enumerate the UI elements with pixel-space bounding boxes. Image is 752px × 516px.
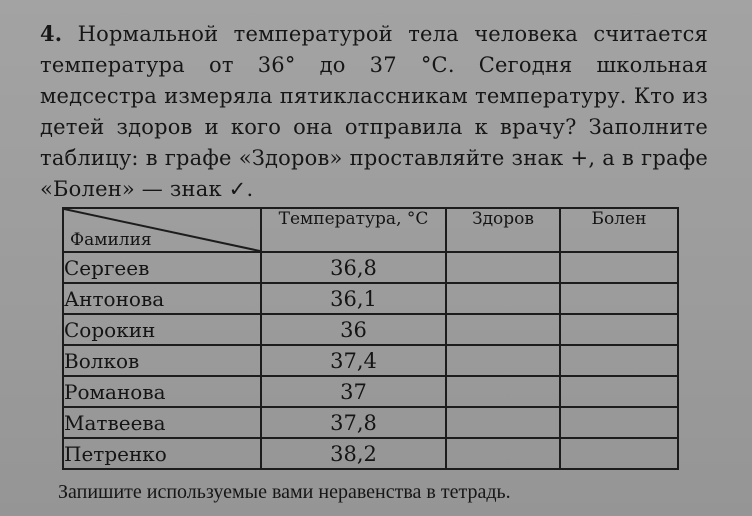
cell-temperature: 38,2 [261,438,446,469]
cell-sick[interactable] [560,407,678,438]
cell-healthy[interactable] [446,438,560,469]
table-row [63,283,678,314]
problem-text: Нормальной температурой тела человека считается температура от 36° до 37 °С. Сегодня школьная медсестра измеряла пятиклассникам температуру. Кто из детей здоров и кого она отправила к врачу? Заполните таблицу: в графе «Здоров» проставляйте знак +, а в графе «Болен» — знак ✓. [40,22,708,201]
table-row [63,252,678,283]
cell-name: Сорокин [63,314,261,345]
cell-sick[interactable] [560,376,678,407]
header-temperature: Температура, °С [261,208,446,252]
cell-sick[interactable] [560,314,678,345]
cell-temperature: 37,4 [261,345,446,376]
cell-healthy[interactable] [446,252,560,283]
table-row [63,376,678,407]
cell-healthy[interactable] [446,376,560,407]
cell-name: Сергеев [63,252,261,283]
cell-name: Матвеева [63,407,261,438]
cell-temperature: 36,8 [261,252,446,283]
header-sick: Болен [560,208,678,252]
header-healthy: Здоров [446,208,560,252]
cell-sick[interactable] [560,252,678,283]
table-row [63,314,678,345]
table-row [63,438,678,469]
cell-name: Романова [63,376,261,407]
table-header-row [63,208,678,252]
cell-healthy[interactable] [446,283,560,314]
cell-name: Волков [63,345,261,376]
problem-number: 4. [40,21,63,46]
header-name-label: Фамилия [70,230,152,250]
cell-sick[interactable] [560,345,678,376]
problem-statement [40,18,708,205]
cell-name: Антонова [63,283,261,314]
cell-temperature: 37,8 [261,407,446,438]
table-row [63,407,678,438]
table-row [63,345,678,376]
cell-temperature: 37 [261,376,446,407]
cell-name: Петренко [63,438,261,469]
cell-healthy[interactable] [446,314,560,345]
cell-temperature: 36,1 [261,283,446,314]
cell-healthy[interactable] [446,407,560,438]
header-name [63,208,261,252]
cell-temperature: 36 [261,314,446,345]
footnote-instruction: Запишите используемые вами неравенства в тетрадь. [58,481,511,503]
temperature-table [62,207,679,470]
cell-healthy[interactable] [446,345,560,376]
cell-sick[interactable] [560,283,678,314]
cell-sick[interactable] [560,438,678,469]
